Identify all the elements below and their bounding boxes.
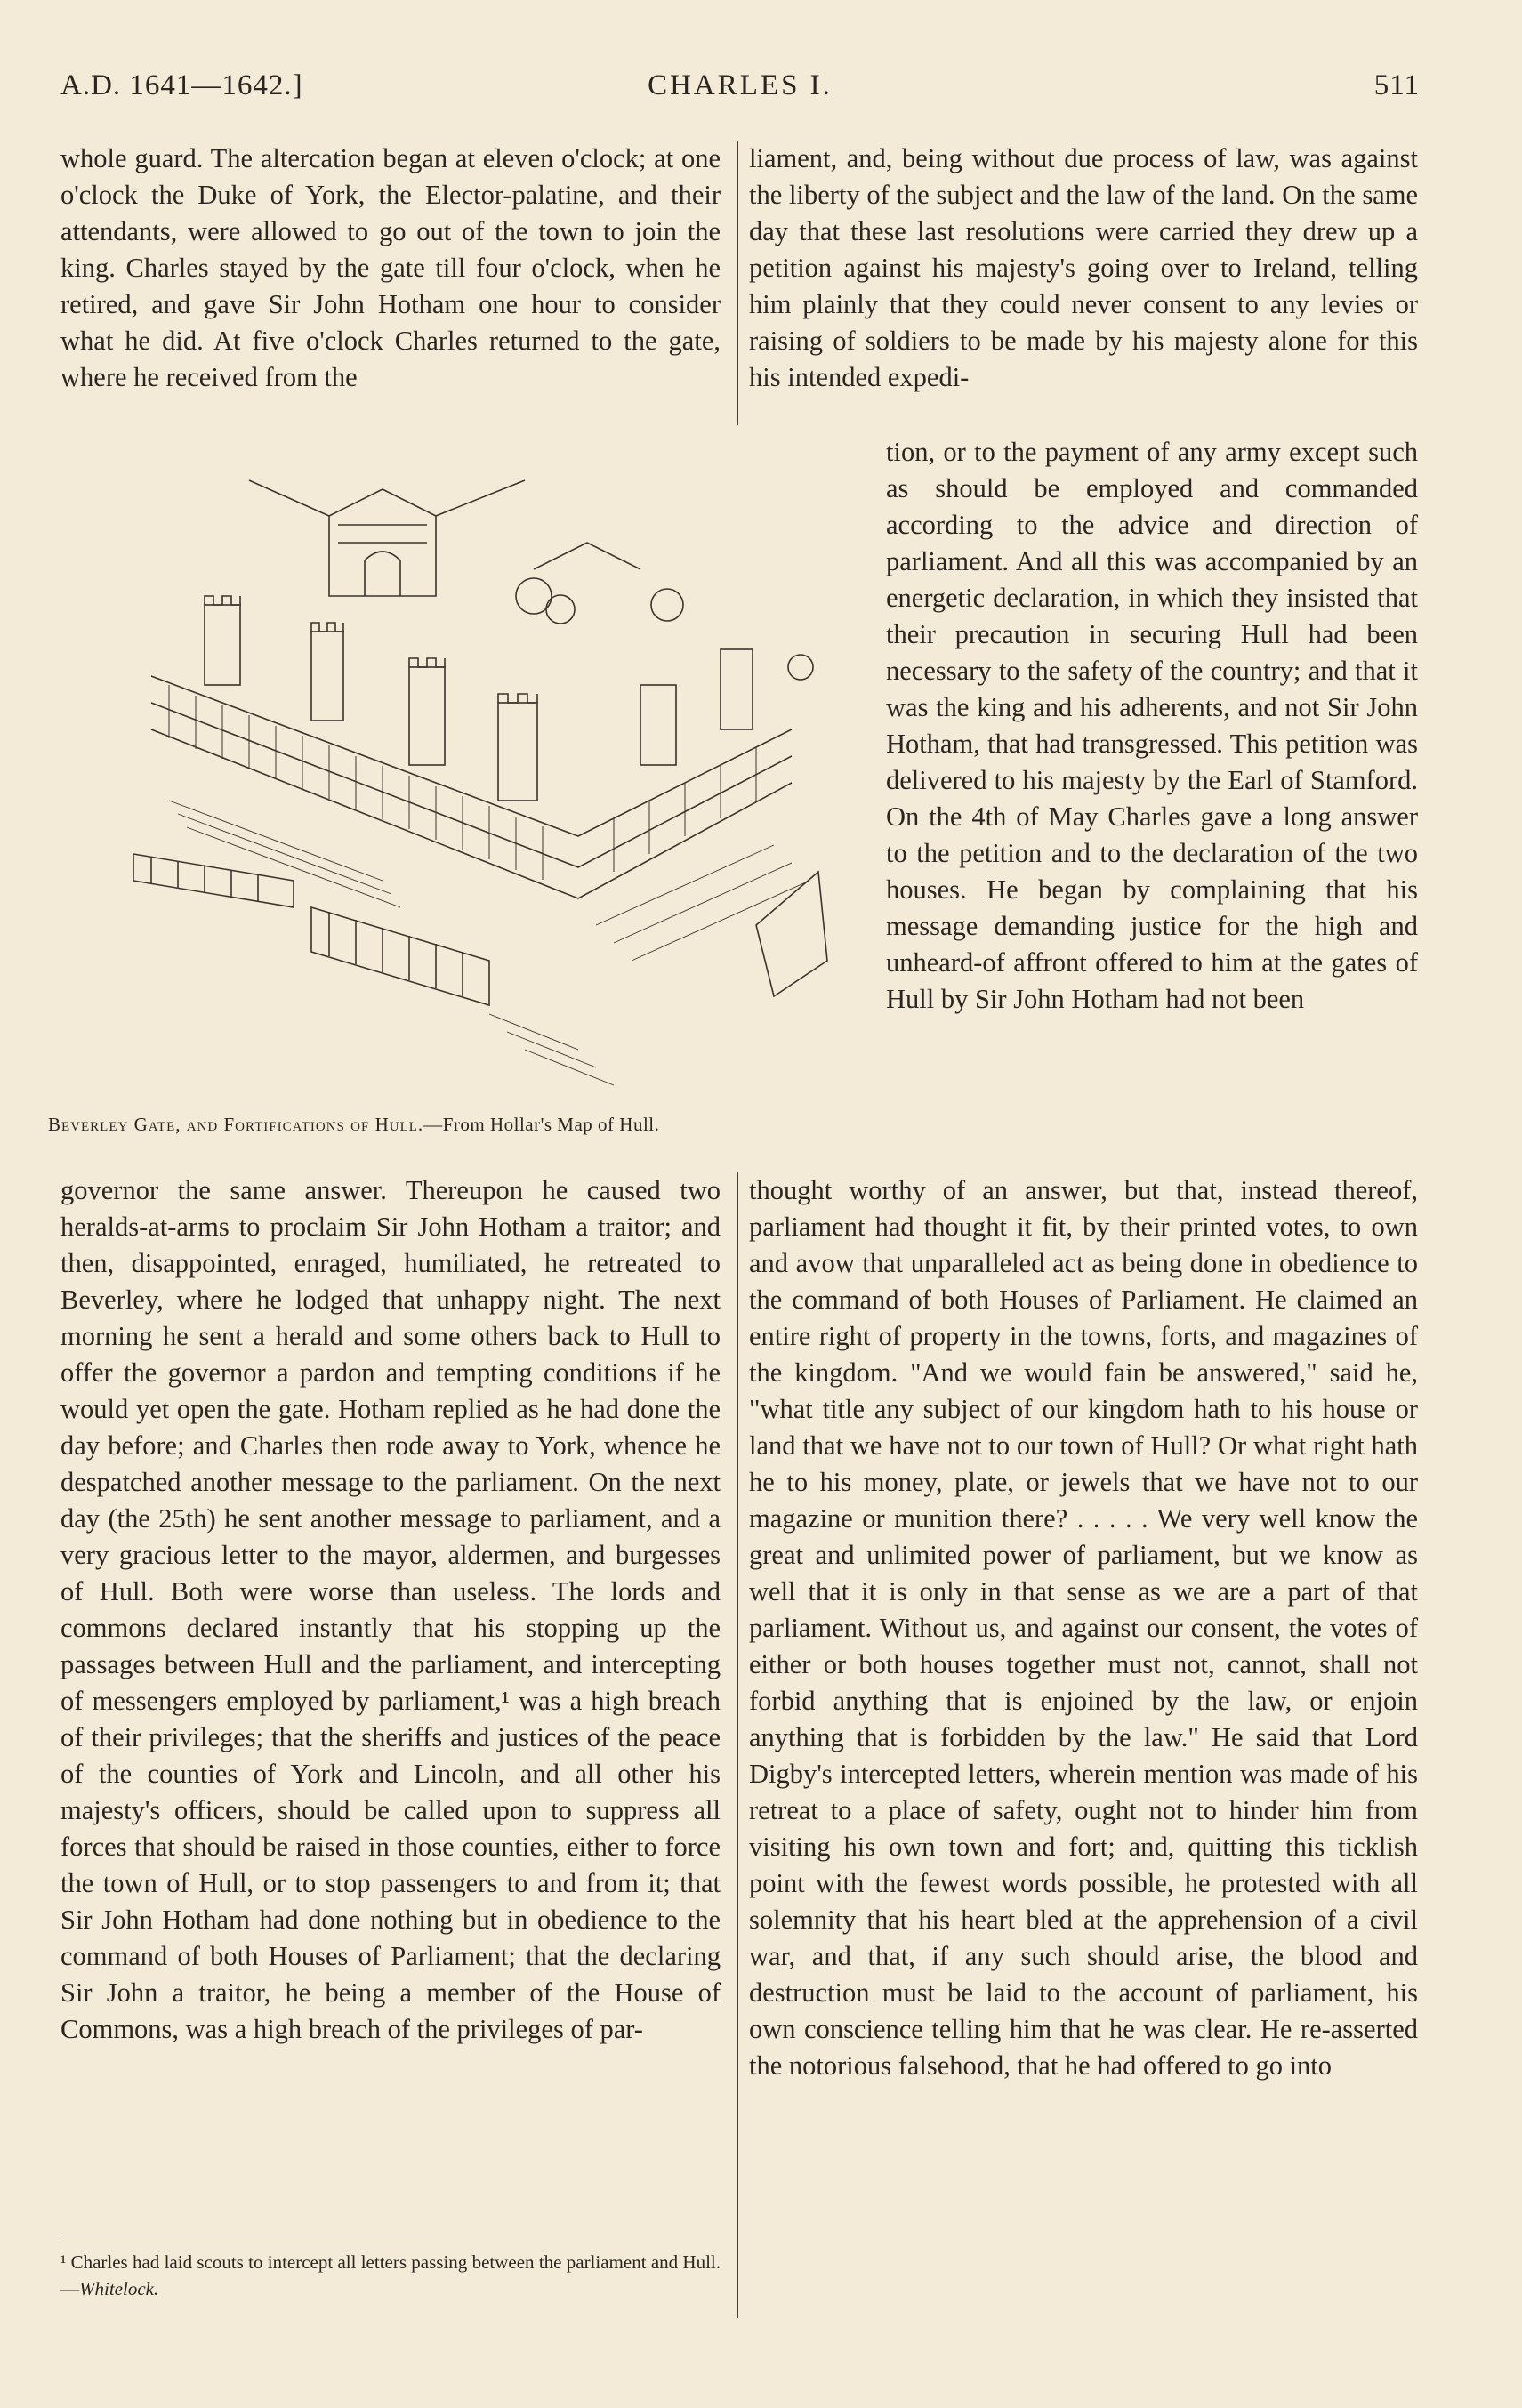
- footnote-source: Whitelock.: [79, 2278, 159, 2299]
- page-number: 511: [1373, 69, 1420, 101]
- paragraph: liament, and, being without due process of law, was against the liberty of the subject and the law of the land. On the same day that these last resolutions were carried they drew up a petition against his majesty's going over to Ireland, telling him plainly that they could never consent to any levies or raising of soldiers to be made by his majesty alone for this his intended expedi-: [749, 143, 1418, 392]
- paragraph: governor the same answer. Thereupon he caused two heralds-at-arms to proclaim Sir John Hotham a traitor; and then, disappointed, enraged, humiliated, he retreated to Beverley, where he lodged that unhappy night. The next morning he sent a herald and some others back to Hull to offer the governor a pardon and tempting conditions if he would yet open the gate. Hotham replied as he had done the day before; and Charles then rode away to York, whence he despatched another message to the parliament. On the next day (the 25th) he sent another message to parliament, and a very gracious letter to the mayor, aldermen, and burgesses of Hull. Both were worse than useless. The lords and commons declared instantly that his stopping up the passages between Hull and the parliament, and intercepting of messengers employed by parliament,¹ was a high breach of their privileges; that the sheriffs and justices of the peace of the counties of York and Lincoln, and all other his majesty's officers, should be called upon to suppress all forces that should be raised in those counties, either to force the town of Hull, or to stop passengers to and from it; that Sir John Hotham had done nothing but in obedience to the command of both Houses of Parliament; that the declaring Sir John a traitor, he being a member of the House of Commons, was a high breach of the privileges of par-: [60, 1175, 721, 2044]
- right-column-wrap: [886, 434, 1418, 1018]
- right-column-top: [749, 141, 1418, 396]
- paragraph: tion, or to the payment of any army except such as should be employed and commanded according to the advice and direction of parliament. And all this was accompanied by an energetic declaration, in which they insisted that their precaution in securing Hull had been necessary to the safety of the country; and that it was the king and his adherents, and not Sir John Hotham, that had transgressed. This petition was delivered to his majesty by the Earl of Stamford. On the 4th of May Charles gave a long answer to the petition and to the declaration of the two houses. He began by complaining that his message demanding justice for the high and unheard-of affront offered to him at the gates of Hull by Sir John Hotham had not been: [886, 437, 1418, 1014]
- left-column-bottom: [60, 1172, 721, 2048]
- header-title: CHARLES I.: [648, 69, 833, 101]
- left-column-top: [60, 141, 721, 396]
- wall-outline: [151, 676, 792, 836]
- caption-title: Beverley Gate, and Fortifications of Hull.: [48, 1114, 424, 1135]
- paragraph: whole guard. The altercation began at eleven o'clock; at one o'clock the Duke of York, the Elector-palatine, and their attendants, were allowed to go out of the town to join the king. Charles stayed by the gate till four o'clock, when he retired, and gave Sir John Hotham one hour to consider what he did. At five o'clock Charles returned to the gate, where he received from the: [60, 143, 721, 392]
- column-divider: [737, 141, 738, 425]
- right-column-bottom: [749, 1172, 1418, 2084]
- paragraph: thought worthy of an answer, but that, instead thereof, parliament had thought it fit, by their printed votes, to own and avow that unparalleled act as being done in obedience to the command of both Houses of Parliament. He claimed an entire right of property in the towns, forts, and magazines of the kingdom. "And we would fain be answered," said he, "what title any subject of our kingdom hath to his house or land that we have not to our town of Hull? Or what right hath he to his money, plate, or jewels that we have not to our magazine or munition there? . . . . . We very well know the great and unlimited power of parliament, but we know as well that it is only in that sense as we are a part of that parliament. Without us, and against our consent, the votes of either or both houses together must not, cannot, shall not forbid anything that is enjoined by the law, or enjoin anything that is forbidden by the law." He said that Lord Digby's intercepted letters, wherein mention was made of his retreat to a place of safety, ought not to hinder him from visiting his own town and fort; and, quitting this ticklish point with the fewest words possible, he protested with all solemnity that his heart bled at the apprehension of a civil war, and that, if any such should arise, the blood and destruction must be laid to the account of parliament, his own conscience telling him that he was clear. He re-asserted the notorious falsehood, that he had offered to go into: [749, 1175, 1418, 2081]
- footnote: [60, 2249, 721, 2302]
- running-header: [60, 69, 1420, 114]
- engraving-illustration: [116, 463, 863, 1103]
- header-date-range: A.D. 1641—1642.]: [60, 69, 303, 101]
- caption-source: —From Hollar's Map of Hull.: [423, 1114, 660, 1135]
- footnote-text: ¹ Charles had laid scouts to intercept all letters passing between the parliament and Hull.—: [60, 2251, 721, 2299]
- figure-caption: [48, 1114, 875, 1136]
- fortification-engraving: [116, 463, 863, 1103]
- column-divider: [737, 1172, 738, 2318]
